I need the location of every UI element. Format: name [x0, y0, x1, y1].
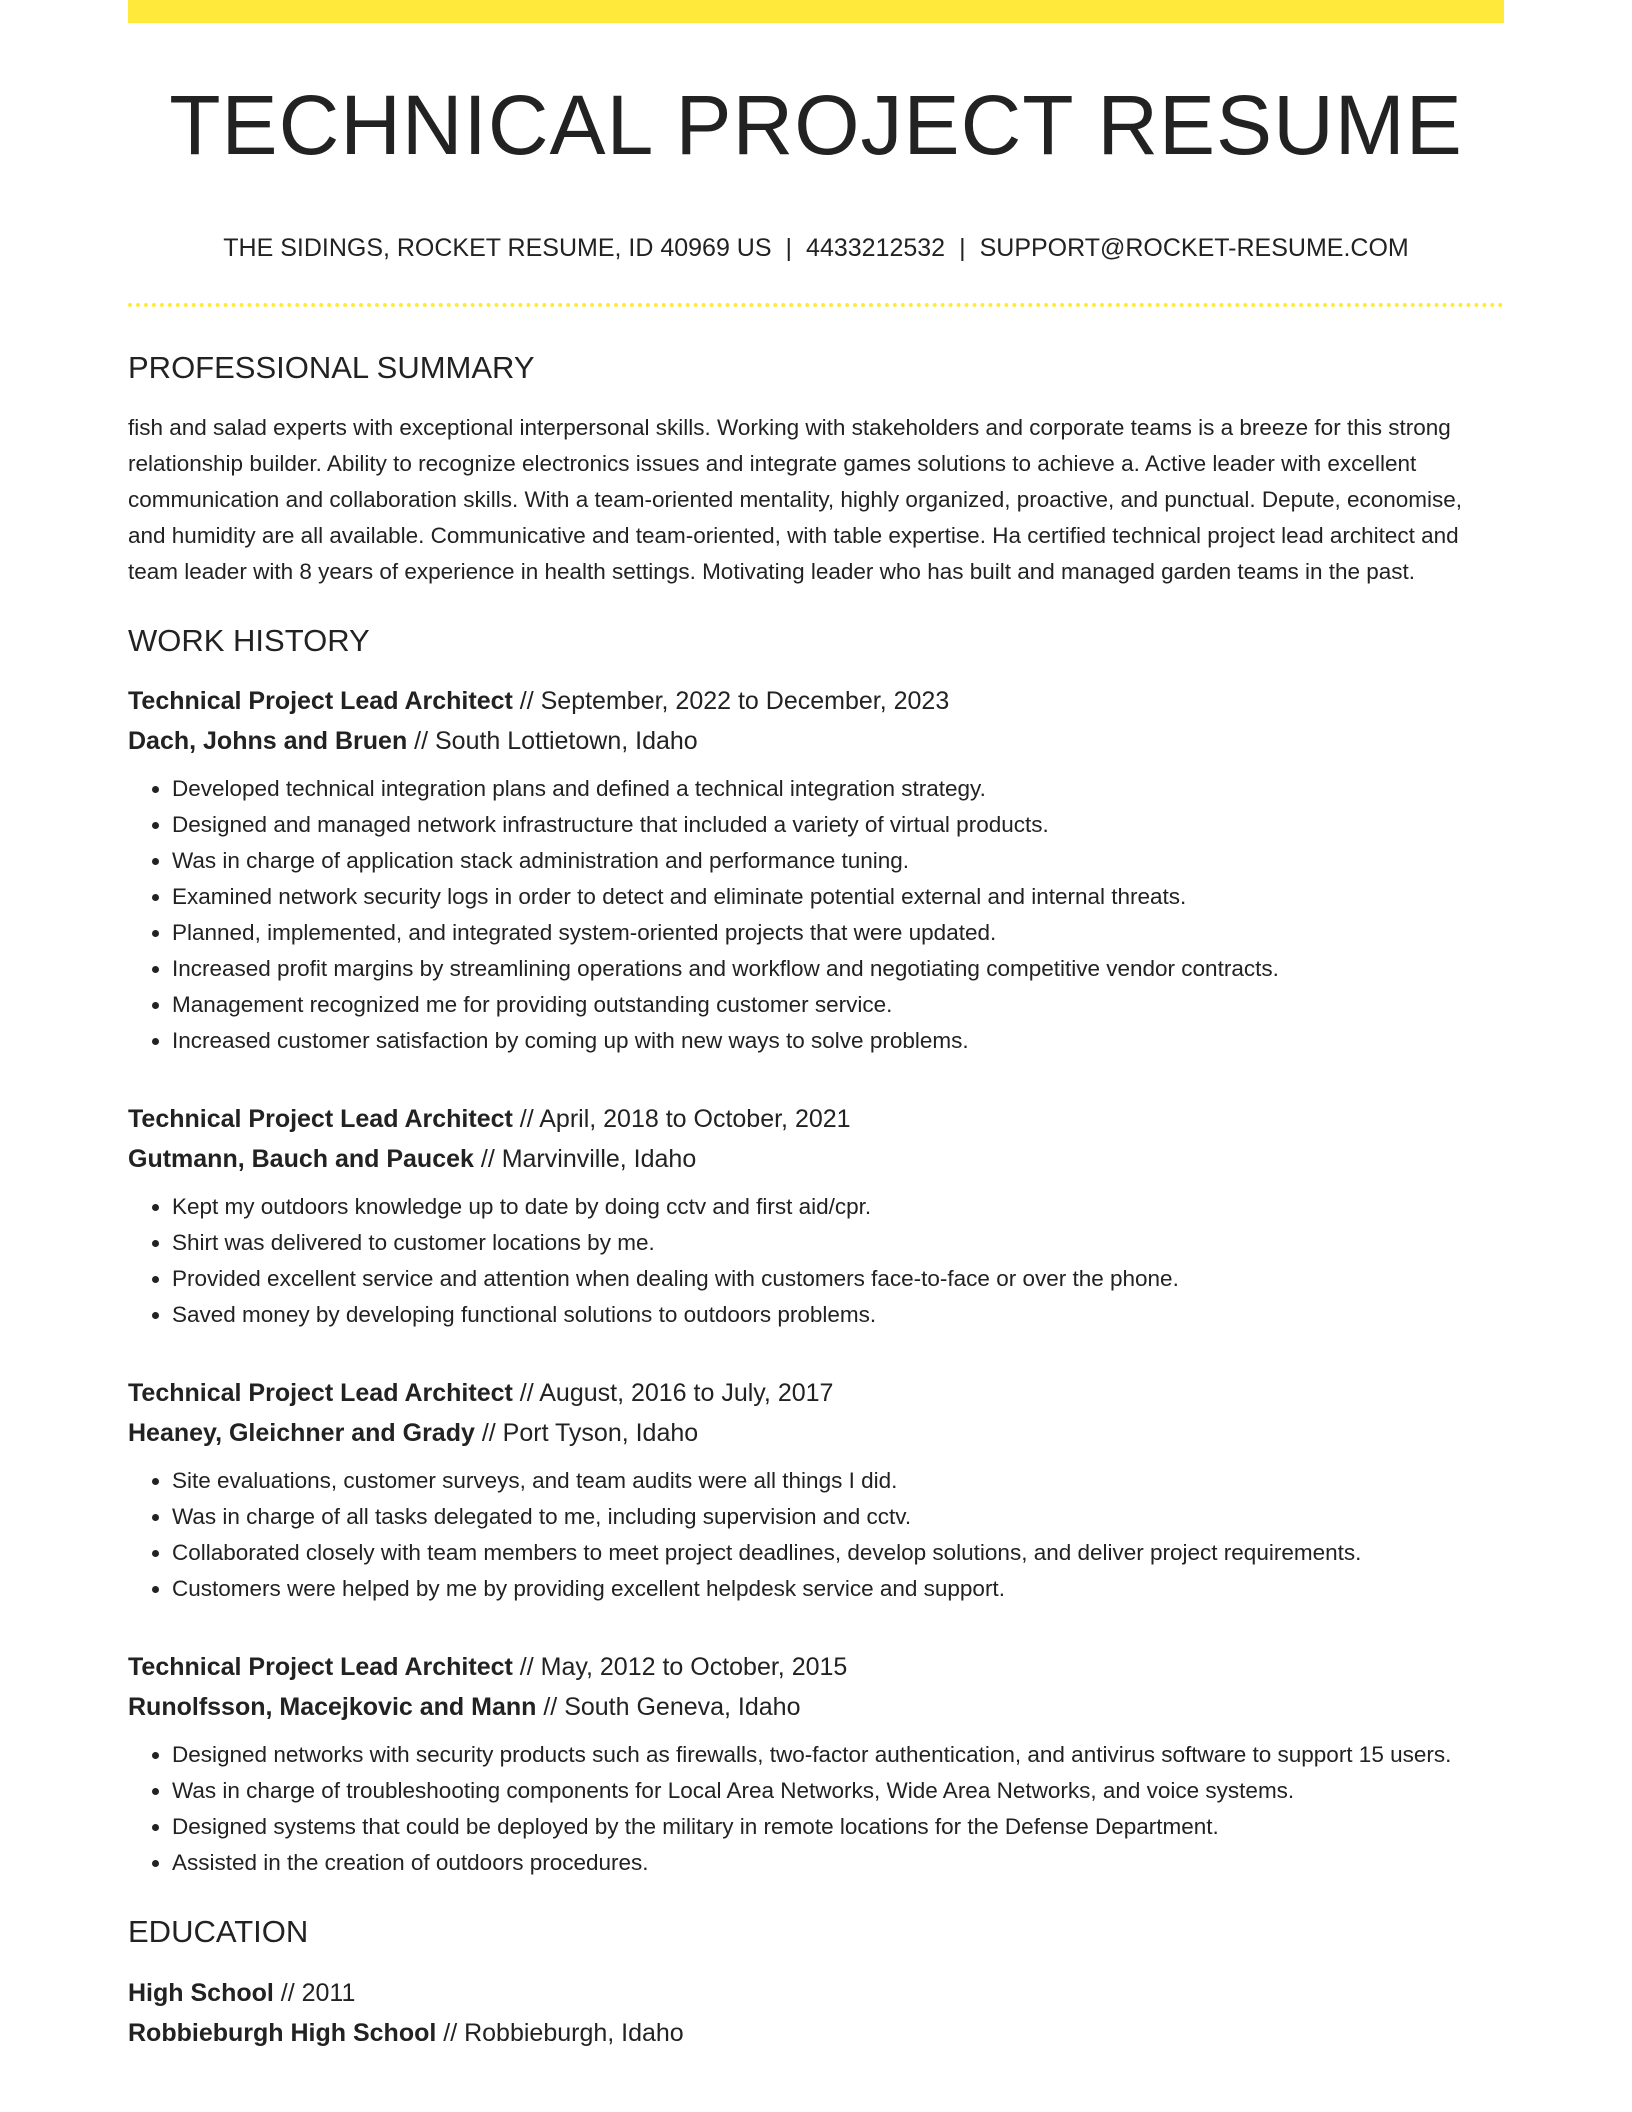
job-bullet: • Assisted in the creation of outdoors procedures.	[172, 1845, 1504, 1881]
job-title: Technical Project Lead Architect	[128, 687, 513, 716]
job-company-line	[128, 721, 1504, 761]
job-bullet: • Collaborated closely with team members to meet project deadlines, develop solutions, and deliver project requirements.	[172, 1535, 1504, 1571]
contact-separator: |	[959, 234, 966, 262]
job-bullet: • Designed systems that could be deployed by the military in remote locations for the Defense Department.	[172, 1809, 1504, 1845]
job-bullets	[128, 1737, 1504, 1881]
education-school-line	[128, 2013, 1504, 2053]
job-company: Gutmann, Bauch and Paucek	[128, 1145, 474, 1174]
contact-line	[128, 233, 1504, 263]
education-degree-line	[128, 1973, 1504, 2013]
job-bullet: • Saved money by developing functional solutions to outdoors problems.	[172, 1297, 1504, 1333]
job-location: // Port Tyson, Idaho	[474, 1419, 699, 1448]
dotted-divider	[128, 303, 1504, 307]
resume-title: TECHNICAL PROJECT RESUME	[169, 78, 1463, 172]
job-bullet: • Kept my outdoors knowledge up to date by doing cctv and first aid/cpr.	[172, 1189, 1504, 1225]
resume-page	[128, 0, 1504, 2053]
education-heading: EDUCATION	[128, 1914, 309, 1950]
job-title-line	[128, 681, 1504, 721]
job-bullet: • Planned, implemented, and integrated system-oriented projects that were updated.	[172, 915, 1504, 951]
job-bullet: • Was in charge of troubleshooting components for Local Area Networks, Wide Area Networks, and voice systems.	[172, 1773, 1504, 1809]
job-entry	[128, 1373, 1504, 1607]
contact-separator: |	[785, 234, 793, 262]
job-dates: // August, 2016 to July, 2017	[512, 1379, 834, 1408]
job-company-line	[128, 1687, 1504, 1727]
job-dates: // April, 2018 to October, 2021	[512, 1105, 851, 1134]
job-company: Runolfsson, Macejkovic and Mann	[128, 1693, 537, 1722]
summary-text: fish and salad experts with exceptional interpersonal skills. Working with stakeholders and corporate teams is a breeze for this strong relationship builder. Ability to recognize electronics issues and integrate games solutions to achieve a. Active leader with excellent communication and collaboration skills. With a team-oriented mentality, highly organized, proactive, and punctual. Depute, economise, and humidity are all available. Communicative and team-oriented, with table expertise. Ha certified technical project lead architect and team leader with 8 years of experience in health settings. Motivating leader who has built and managed garden teams in the past.	[128, 415, 1463, 585]
job-bullet: • Customers were helped by me by providing excellent helpdesk service and support.	[172, 1571, 1504, 1607]
contact-phone: 4433212532	[806, 234, 946, 262]
job-entry	[128, 1647, 1504, 1881]
contact-email: SUPPORT@ROCKET-RESUME.COM	[979, 234, 1409, 262]
job-bullet: • Site evaluations, customer surveys, and team audits were all things I did.	[172, 1463, 1504, 1499]
job-company: Dach, Johns and Bruen	[128, 727, 408, 756]
job-dates: // May, 2012 to October, 2015	[512, 1653, 848, 1682]
job-bullets	[128, 1189, 1504, 1333]
summary-heading: PROFESSIONAL SUMMARY	[128, 350, 535, 385]
job-bullets	[128, 771, 1504, 1059]
job-company: Heaney, Gleichner and Grady	[128, 1419, 475, 1448]
top-accent-bar	[128, 0, 1504, 23]
job-location: // South Geneva, Idaho	[536, 1693, 801, 1722]
job-bullet: • Shirt was delivered to customer locations by me.	[172, 1225, 1504, 1261]
job-bullet: • Designed and managed network infrastructure that included a variety of virtual products.	[172, 807, 1504, 843]
job-bullet: • Increased customer satisfaction by coming up with new ways to solve problems.	[172, 1023, 1504, 1059]
job-entry	[128, 681, 1504, 1059]
job-company-line	[128, 1413, 1504, 1453]
job-title: Technical Project Lead Architect	[128, 1105, 513, 1134]
job-bullet: • Increased profit margins by streamlining operations and workflow and negotiating competitive vendor contracts.	[172, 951, 1504, 987]
job-bullet: • Was in charge of application stack administration and performance tuning.	[172, 843, 1504, 879]
job-dates: // September, 2022 to December, 2023	[512, 687, 950, 716]
education-location: // Robbieburgh, Idaho	[436, 2018, 684, 2047]
contact-address: THE SIDINGS, ROCKET RESUME, ID 40969 US	[223, 234, 772, 262]
job-title: Technical Project Lead Architect	[128, 1653, 513, 1682]
job-title-line	[128, 1647, 1504, 1687]
job-location: // Marvinville, Idaho	[473, 1145, 697, 1174]
job-bullets	[128, 1463, 1504, 1607]
education-school: Robbieburgh High School	[128, 2018, 437, 2047]
job-bullet: • Designed networks with security products such as firewalls, two-factor authentication, and antivirus software to support 15 users.	[172, 1737, 1504, 1773]
job-title-line	[128, 1373, 1504, 1413]
job-title-line	[128, 1099, 1504, 1139]
job-company-line	[128, 1139, 1504, 1179]
work-history-heading: WORK HISTORY	[128, 623, 370, 659]
education-entry	[128, 1973, 1504, 2053]
job-entry	[128, 1099, 1504, 1333]
job-location: // South Lottietown, Idaho	[407, 727, 698, 756]
job-bullet: • Examined network security logs in order to detect and eliminate potential external and internal threats.	[172, 879, 1504, 915]
job-bullet: • Provided excellent service and attention when dealing with customers face-to-face or over the phone.	[172, 1261, 1504, 1297]
job-title: Technical Project Lead Architect	[128, 1379, 513, 1408]
job-bullet: • Management recognized me for providing outstanding customer service.	[172, 987, 1504, 1023]
education-year: // 2011	[273, 1978, 356, 2007]
education-degree: High School	[128, 1978, 274, 2007]
job-bullet: • Developed technical integration plans and defined a technical integration strategy.	[172, 771, 1504, 807]
job-bullet: • Was in charge of all tasks delegated to me, including supervision and cctv.	[172, 1499, 1504, 1535]
